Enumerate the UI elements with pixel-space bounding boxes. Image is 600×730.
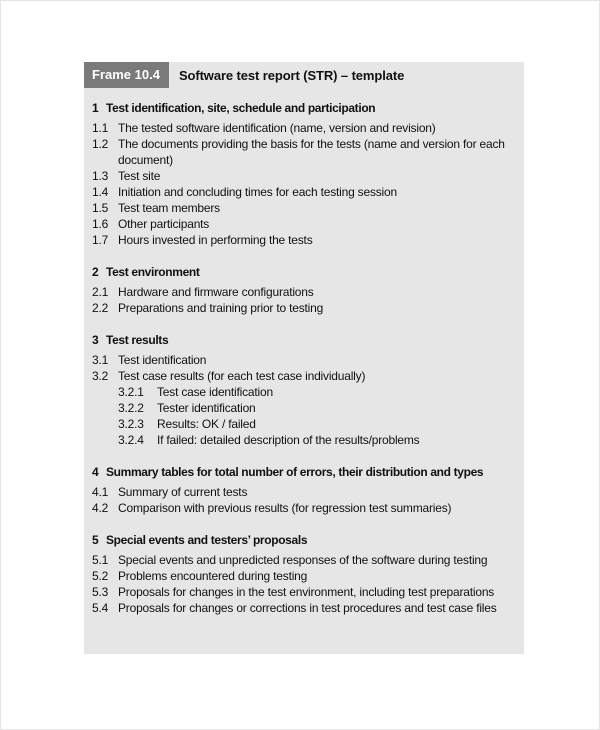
section-title: Summary tables for total number of errors, their distribution and types — [106, 465, 484, 479]
list-item — [92, 600, 520, 616]
section-4 — [92, 464, 520, 516]
section-number: 1 — [92, 101, 99, 115]
item-text: Other participants — [118, 217, 210, 231]
list-item — [92, 500, 520, 516]
list-item — [92, 568, 520, 584]
item-text: Problems encountered during testing — [118, 569, 308, 583]
item-text: Test case identification — [157, 385, 273, 399]
item-text: Test case results (for each test case individually) — [118, 369, 366, 383]
frame-header — [84, 62, 524, 88]
item-number: 4.1 — [92, 485, 109, 499]
item-number: 5.4 — [92, 601, 109, 615]
item-number: 3.2.3 — [118, 417, 144, 431]
section-title: Test identification, site, schedule and participation — [106, 101, 376, 115]
section-title: Special events and testers’ proposals — [106, 533, 308, 547]
item-number: 1.3 — [92, 169, 109, 183]
item-number: 3.2 — [92, 369, 109, 383]
item-text: Results: OK / failed — [157, 417, 256, 431]
section-title: Test results — [106, 333, 169, 347]
list-item — [92, 300, 520, 316]
list-item — [92, 416, 520, 432]
item-number: 1.4 — [92, 185, 109, 199]
list-item — [92, 284, 520, 300]
list-item — [92, 216, 520, 232]
item-text: Hours invested in performing the tests — [118, 233, 313, 247]
item-number: 5.1 — [92, 553, 109, 567]
section-heading — [92, 100, 520, 116]
item-text: Tester identification — [157, 401, 256, 415]
item-text: Initiation and concluding times for each testing session — [118, 185, 397, 199]
item-text: Proposals for changes or corrections in test procedures and test case files — [118, 601, 497, 615]
item-number: 3.1 — [92, 353, 109, 367]
list-item — [92, 368, 520, 384]
item-number: 1.2 — [92, 137, 109, 151]
item-number: 1.7 — [92, 233, 109, 247]
list-item — [92, 120, 520, 136]
section-title: Test environment — [106, 265, 200, 279]
item-number: 1.5 — [92, 201, 109, 215]
list-item — [92, 584, 520, 600]
item-text: The documents providing the basis for the tests (name and version for each document) — [118, 137, 505, 167]
section-heading — [92, 464, 520, 480]
list-item — [92, 432, 520, 448]
list-item — [92, 552, 520, 568]
item-text: Test team members — [118, 201, 220, 215]
item-number: 4.2 — [92, 501, 109, 515]
item-number: 3.2.1 — [118, 385, 144, 399]
item-number: 5.3 — [92, 585, 109, 599]
section-heading — [92, 264, 520, 280]
section-2 — [92, 264, 520, 316]
item-text: Special events and unpredicted responses of the software during testing — [118, 553, 488, 567]
frame-label: Frame 10.4 — [84, 62, 169, 88]
section-number: 2 — [92, 265, 99, 279]
list-item — [92, 384, 520, 400]
section-number: 4 — [92, 465, 99, 479]
section-number: 3 — [92, 333, 99, 347]
list-item — [92, 484, 520, 500]
item-number: 3.2.4 — [118, 433, 144, 447]
item-text: Test identification — [118, 353, 207, 367]
section-1 — [92, 100, 520, 248]
frame-title: Software test report (STR) – template — [178, 67, 405, 83]
item-text: If failed: detailed description of the results/problems — [157, 433, 420, 447]
list-item — [92, 136, 520, 168]
section-heading — [92, 532, 520, 548]
item-number: 2.2 — [92, 301, 109, 315]
section-number: 5 — [92, 533, 99, 547]
item-number: 1.1 — [92, 121, 109, 135]
list-item — [92, 352, 520, 368]
list-item — [92, 400, 520, 416]
item-number: 3.2.2 — [118, 401, 144, 415]
list-item — [92, 232, 520, 248]
section-heading — [92, 332, 520, 348]
list-item — [92, 200, 520, 216]
item-text: Preparations and training prior to testing — [118, 301, 324, 315]
item-text: The tested software identification (name, version and revision) — [118, 121, 436, 135]
frame-box — [84, 62, 524, 654]
item-number: 5.2 — [92, 569, 109, 583]
frame-content — [92, 100, 520, 616]
section-5 — [92, 532, 520, 616]
item-text: Proposals for changes in the test environment, including test preparations — [118, 585, 495, 599]
item-text: Comparison with previous results (for regression test summaries) — [118, 501, 452, 515]
item-text: Hardware and firmware configurations — [118, 285, 314, 299]
list-item — [92, 184, 520, 200]
section-3 — [92, 332, 520, 448]
item-number: 2.1 — [92, 285, 109, 299]
item-number: 1.6 — [92, 217, 109, 231]
item-text: Summary of current tests — [118, 485, 248, 499]
list-item — [92, 168, 520, 184]
item-text: Test site — [118, 169, 161, 183]
